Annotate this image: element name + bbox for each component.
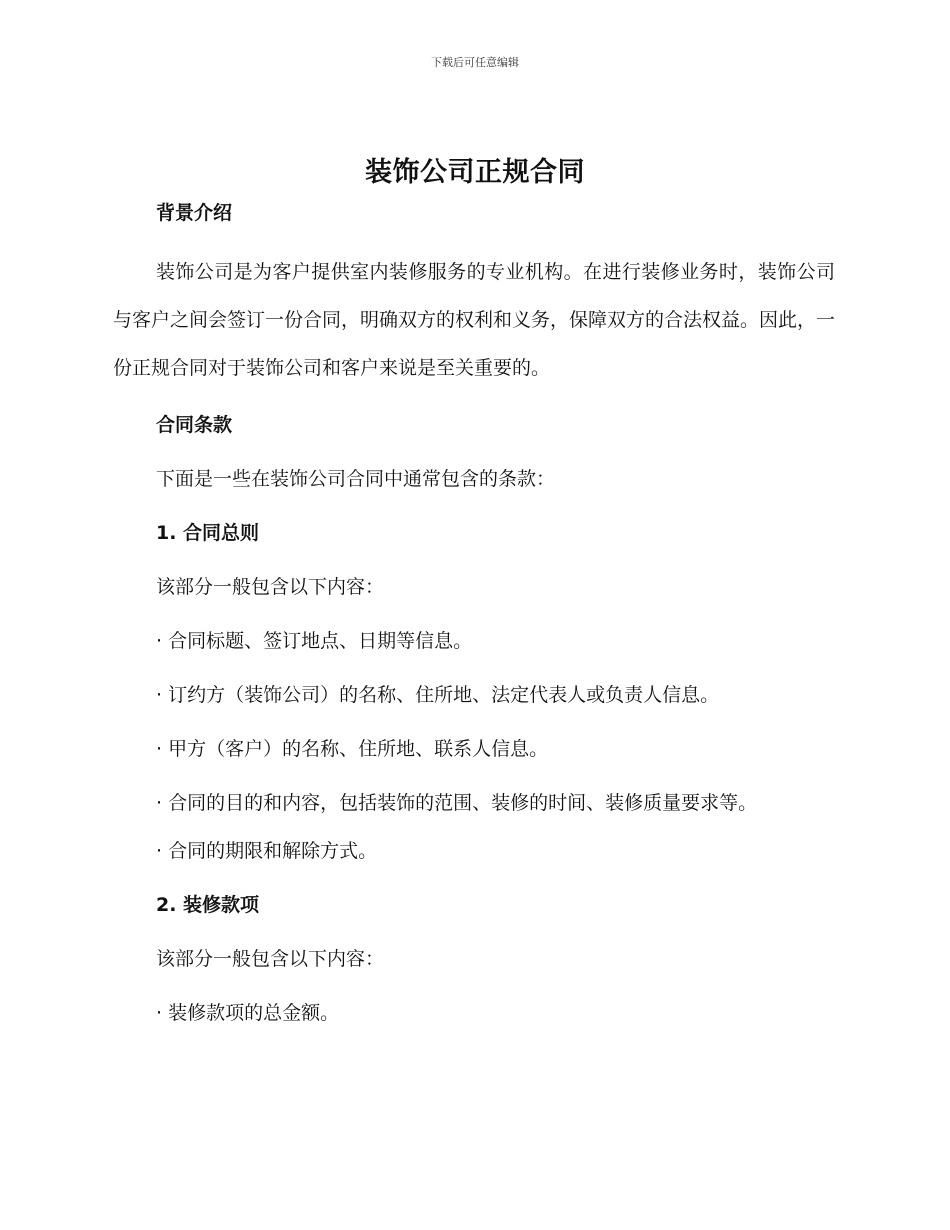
section-heading-general: 1. 合同总则	[156, 522, 260, 544]
document-title: 装饰公司正规合同	[365, 157, 585, 188]
list-item: · 甲方（客户）的名称、住所地、联系人信息。	[156, 738, 549, 760]
list-item: · 订约方（装饰公司）的名称、住所地、法定代表人或负责人信息。	[156, 684, 720, 706]
document-body	[113, 197, 835, 1051]
list-item: · 合同的目的和内容，包括装饰的范围、装修的时间、装修质量要求等。	[156, 792, 758, 814]
list-item: · 合同的期限和解除方式。	[156, 840, 378, 862]
list-item: · 装修款项的总金额。	[156, 1002, 340, 1024]
payment-intro: 该部分一般包含以下内容：	[156, 948, 385, 970]
background-paragraph: 装饰公司是为客户提供室内装修服务的专业机构。在进行装修业务时，装饰公司与客户之间会签订一份合同，明确双方的权利和义务，保障双方的合法权益。因此，一份正规合同对于装饰公司和客户来说是至关重要的。	[113, 261, 836, 379]
terms-intro: 下面是一些在装饰公司合同中通常包含的条款：	[156, 468, 556, 490]
section-heading-payment: 2. 装修款项	[156, 894, 260, 916]
header-note: 下载后可任意编辑	[431, 56, 519, 69]
section-heading-background: 背景介绍	[156, 202, 233, 224]
list-item: · 合同标题、签订地点、日期等信息。	[156, 630, 473, 652]
section-heading-terms: 合同条款	[156, 414, 233, 436]
general-intro: 该部分一般包含以下内容：	[156, 576, 385, 598]
